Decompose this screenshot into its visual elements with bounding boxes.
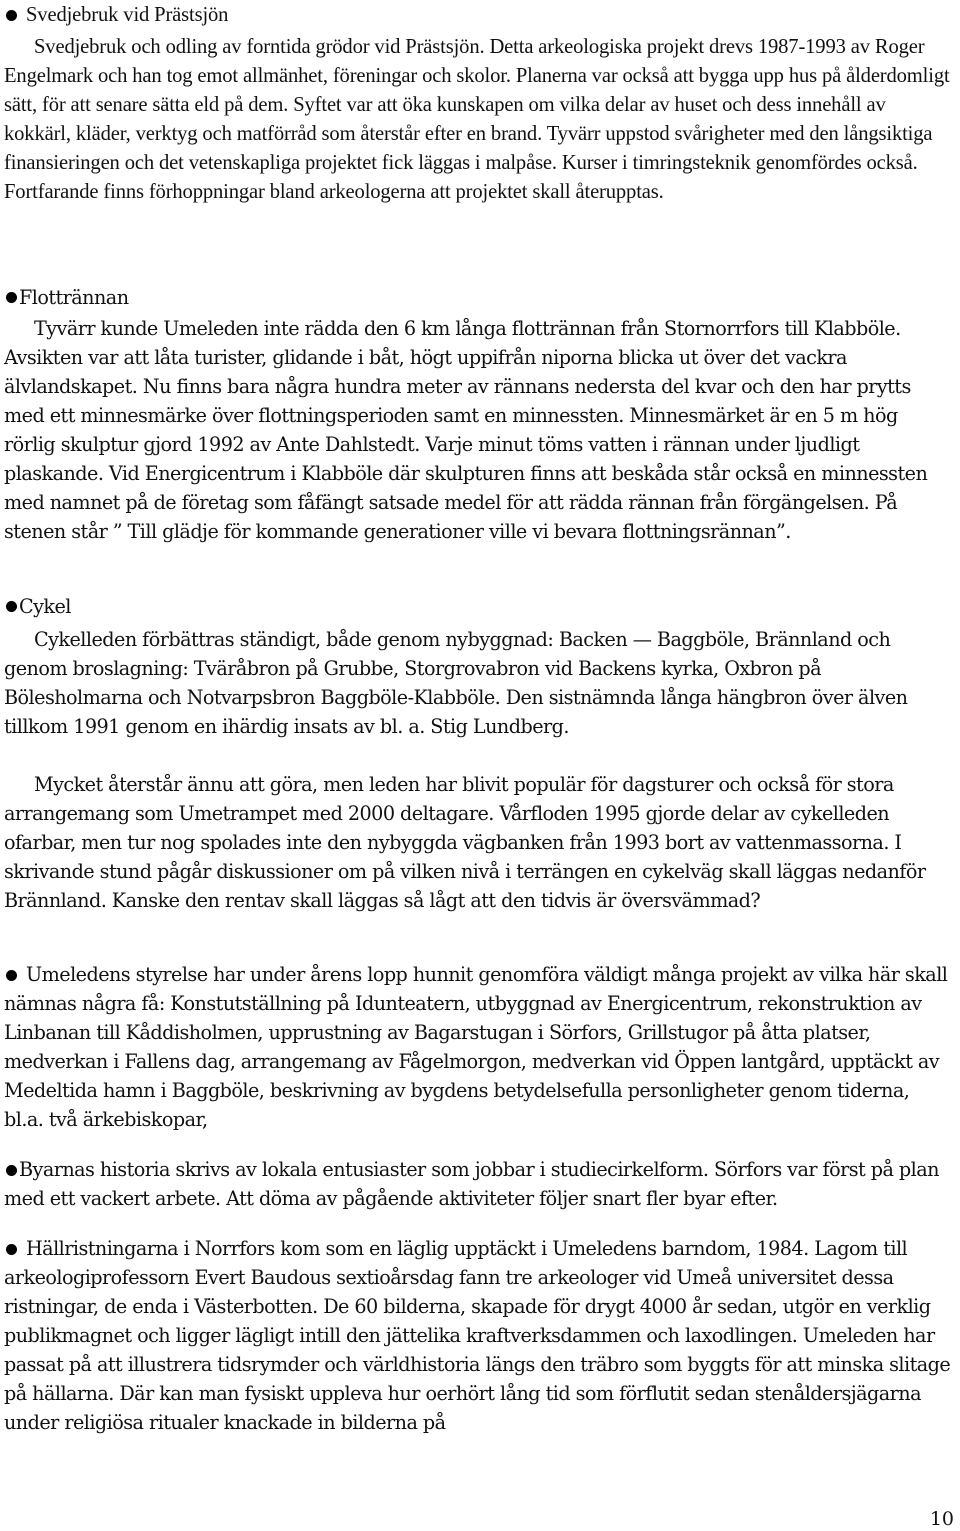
paragraph-text: Byarnas historia skrivs av lokala entusiaster som jobbar i studiecirkelform. Sörfors var först på plan med ett vackert arbete. Att döma av pågående aktiviteter följer snart fler byar efter. xyxy=(4,1158,939,1210)
paragraph: Svedjebruk och odling av forntida grödor vid Prästsjön. Detta arkeologiska projekt drevs 1987-1993 av Roger Engelmark och han tog emot allmänhet, föreningar och skolor. Planerna var också att bygga upp hus på ålderdomligt sätt, för att senare sätta eld på dem. Syftet var att öka kunskapen om vilka delar av huset och dess innehåll av kokkärl, kläder, verktyg och matförråd som återstår efter en brand. Tyvärr uppstod svårigheter med den långsiktiga finansieringen och det vetenskapliga projektet fick läggas i malpåse. Kurser i timringsteknik genomfördes också. Fortfarande finns förhoppningar bland arkeologerna att projektet skall återupptas. xyxy=(4,36,950,203)
heading-text: Svedjebruk vid Prästsjön xyxy=(26,3,229,26)
paragraph: Tyvärr kunde Umeleden inte rädda den 6 km långa flottrännan från Stornorrfors till Klabböle. Avsikten var att låta turister, glidande i båt, högt uppifrån niporna blicka ut över det vackra älvlandskapet. Nu finns bara några hundra meter av rännans nedersta del kvar och den har prytts med ett minnesmärke över flottningsperioden samt en minnessten. Minnesmärket är en 5 m hög rörlig skulptur gjord 1992 av Ante Dahlstedt. Varje minut töms vatten i rännan under ljudligt plaskande. Vid Energicentrum i Klabböle där skulpturen finns att beskåda står också en minnessten med namnet på de företag som fåfängt satsade medel för att rädda rännan från förgängelsen. På stenen står ” Till glädje för kommande generationer ville vi bevara flottningsrännan”. xyxy=(4,317,928,543)
section-projekt xyxy=(4,960,954,1134)
section-cykel xyxy=(4,593,954,915)
bullet-icon xyxy=(6,1244,17,1255)
section-heading xyxy=(4,2,954,28)
section-heading xyxy=(4,593,954,619)
page-number: 10 xyxy=(929,1508,954,1530)
heading-text: Cykel xyxy=(19,594,71,618)
paragraph xyxy=(4,960,954,1134)
paragraph xyxy=(4,1155,954,1213)
section-flottrannan xyxy=(4,284,954,546)
heading-text: Flottrännan xyxy=(19,285,129,309)
section-heading xyxy=(4,284,954,310)
bullet-icon xyxy=(6,1165,17,1176)
section-byarnas-historia xyxy=(4,1155,954,1213)
paragraph xyxy=(4,1234,954,1437)
bullet-icon xyxy=(6,292,17,303)
paragraph: Cykelleden förbättras ständigt, både genom nybyggnad: Backen — Baggböle, Brännland och genom broslagning: Tväråbron på Grubbe, Storgrovabron vid Backens kyrka, Oxbron på Bölesholmarna och Notvarpsbron Baggböle-Klabböle. Den sistnämnda långa hängbron över älven tillkom 1991 genom en ihärdig insats av bl. a. Stig Lundberg. xyxy=(4,628,908,738)
paragraph-text: Umeledens styrelse har under årens lopp hunnit genomföra väldigt många projekt av vilka här skall nämnas några få: Konstutställning på Idunteatern, utbyggnad av Energicentrum, rekonstruktion av Linbanan till Kåddisholmen, upprustning av Bagarstugan i Sörfors, Grillstugor på åtta platser, medverkan i Fallens dag, arrangemang av Fågelmorgon, medverkan vid Öppen lantgård, upptäckt av Medeltida hamn i Baggböle, beskrivning av bygdens betydelsefulla personligheter genom tiderna, bl.a. två ärkebiskopar, xyxy=(4,963,948,1131)
bullet-icon xyxy=(6,10,17,21)
section-svedjebruk xyxy=(4,2,954,207)
paragraph-text: Hällristningarna i Norrfors kom som en läglig upptäckt i Umeledens barndom, 1984. Lagom till arkeologiprofessorn Evert Baudous sextioårsdag fann tre arkeologer vid Umeå universitet dessa ristningar, de enda i Västerbotten. De 60 bilderna, skapade för drygt 4000 år sedan, utgör en verklig publikmagnet och ligger lägligt intill den jättelika kraftverksdammen och laxodlingen. Umeleden har passat på att illustrera tidsrymder och världhistoria längs den träbro som byggts för att minska slitage på hällarna. Där kan man fysiskt uppleva hur oerhört lång tid som förflutit sedan stenåldersjägarna under religiösa ritualer knackade in bilderna på xyxy=(4,1237,951,1434)
bullet-icon xyxy=(6,601,17,612)
paragraph: Mycket återstår ännu att göra, men leden har blivit populär för dagsturer och också för stora arrangemang som Umetrampet med 2000 deltagare. Vårfloden 1995 gjorde delar av cykelleden ofarbar, men tur nog spolades inte den nybyggda vägbanken från 1993 bort av vattenmassorna. I skrivande stund pågår diskussioner om på vilken nivå i terrängen en cykelväg skall läggas nedanför Brännland. Kanske den rentav skall läggas så lågt att den tidvis är översvämmad? xyxy=(4,773,926,912)
section-hallristningar xyxy=(4,1234,954,1437)
bullet-icon xyxy=(6,970,17,981)
